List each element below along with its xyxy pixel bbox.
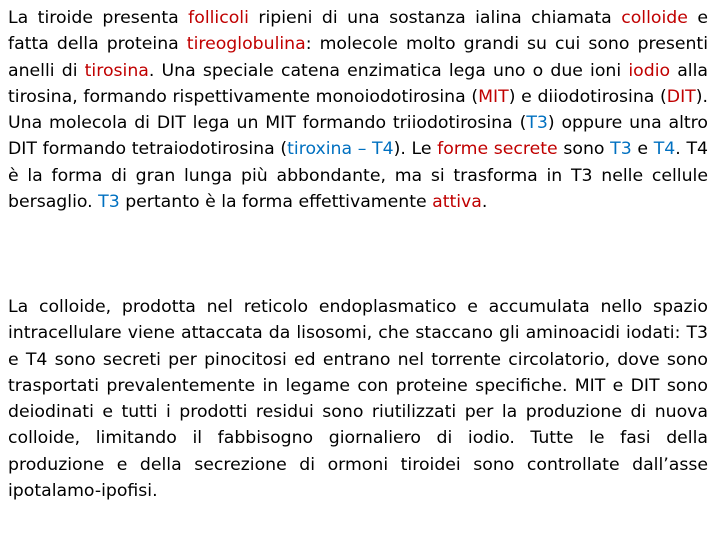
text-run: pertanto è la forma effettivamente — [119, 192, 433, 213]
term-tirosina: tirosina — [84, 60, 149, 81]
paragraph-colloid-processing: La colloide, prodotta nel reticolo endoplasmatico e accumulata nello spazio intracellulare viene attaccata da lisosomi, che staccano gli aminoacidi iodati: T3 e T4 sono secreti per pinocitosi ed entrano nel torrente circolatorio, dove sono trasportati prevalentemente in legame con proteine specifiche. MIT e DIT sono deiodinati e tutti i prodotti residui sono riutilizzati per la produzione di nuova colloide, limitando il fabbisogno giornaliero di iodio. Tutte le fasi della produzione e della secrezione di ormoni tiroidei sono controllate dall’asse ipotalamo-ipofisi. — [8, 297, 708, 502]
term-tireoglobulina: tireoglobulina — [186, 34, 306, 55]
term-t4: T4 — [653, 139, 676, 160]
text-run: ) e diiodotirosina ( — [508, 86, 667, 107]
term-attiva: attiva — [432, 192, 482, 213]
text-run: : molecole molto grandi su cui sono presenti anelli di — [8, 34, 709, 81]
text-run: ). Una molecola di DIT lega un MIT formando triiodotirosina ( — [8, 86, 708, 134]
text-run: ) oppure una altro DIT formando tetraiodotirosina ( — [8, 113, 708, 160]
text-run: e fatta della proteina — [8, 8, 708, 55]
paragraph-thyroid-hormone-synthesis — [8, 5, 708, 215]
term-t3: T3 — [610, 139, 632, 160]
term-t3: T3 — [98, 192, 120, 213]
text-run: . — [481, 192, 488, 213]
text-run: . T4 è la forma di gran lunga più abbondante, ma si trasforma in T3 nelle cellule bersaglio. — [8, 139, 709, 213]
text-run: sono — [557, 139, 611, 160]
term-tiroxina-t4: tiroxina – T4 — [287, 139, 394, 160]
term-mit: MIT — [478, 86, 509, 107]
term-dit: DIT — [666, 86, 696, 107]
text-run: . Una speciale catena enzimatica lega uno o due ioni — [148, 60, 629, 81]
text-run: ). Le — [393, 139, 438, 160]
text-run: La tiroide presenta — [8, 8, 189, 28]
text-run: ripieni di una sostanza ialina chiamata — [248, 8, 622, 28]
text-run: alla tirosina, formando rispettivamente monoiodotirosina ( — [8, 60, 708, 107]
term-follicoli: follicoli — [188, 8, 249, 28]
term-forme-secrete: forme secrete — [437, 139, 558, 160]
term-colloide: colloide — [621, 8, 688, 28]
text-run: e — [631, 139, 654, 160]
term-iodio: iodio — [628, 60, 671, 81]
term-t3: T3 — [526, 113, 548, 134]
